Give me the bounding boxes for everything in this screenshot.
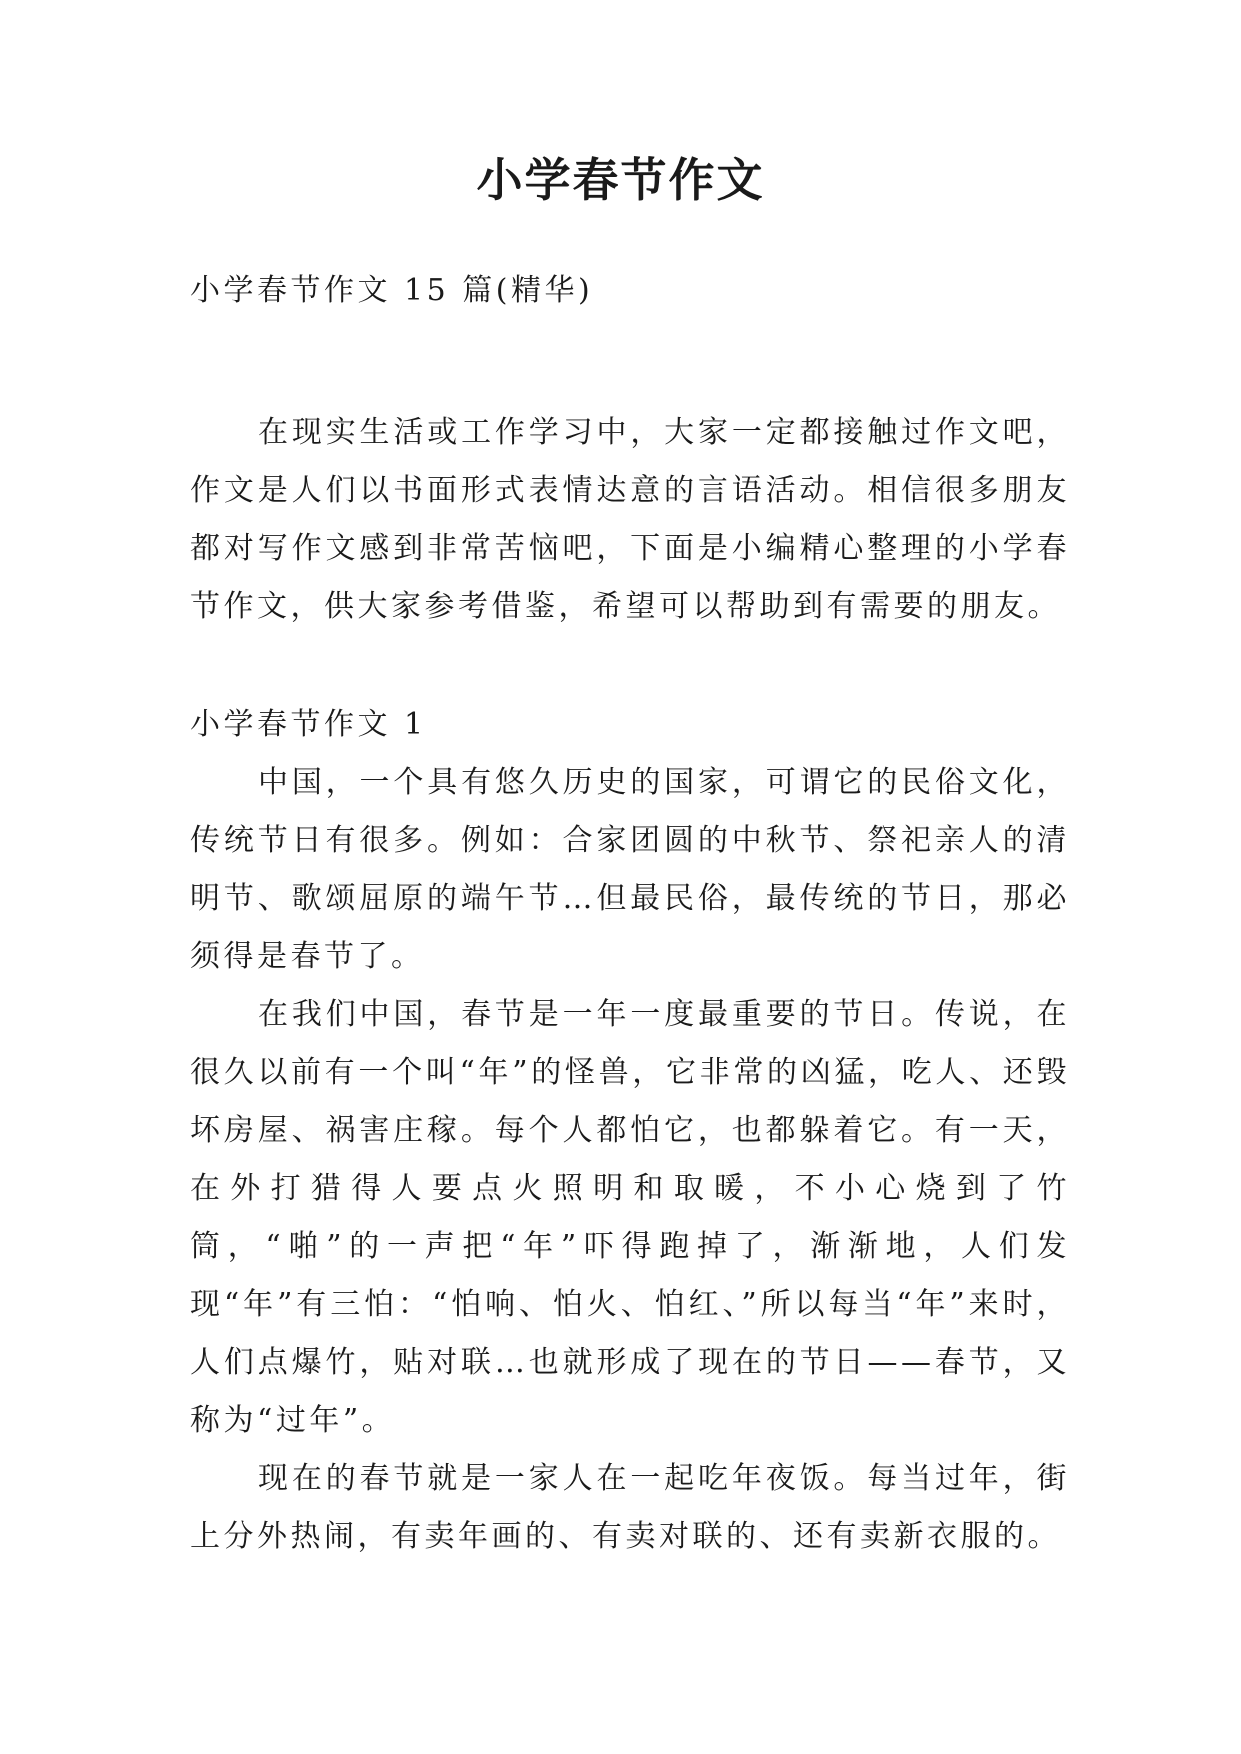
document-title: 小学春节作文 (476, 153, 765, 207)
section-heading: 小学春节作文 1 (190, 707, 427, 742)
intro-section (190, 404, 1070, 636)
essay-paragraph-3: 现在的春节就是一家人在一起吃年夜饭。每当过年，街上分外热闹，有卖年画的、有卖对联的、还有卖新衣服的。 (190, 1461, 1070, 1554)
essay-body (190, 754, 1070, 1566)
essay-paragraph-2: 在我们中国，春节是一年一度最重要的节日。传说，在很久以前有一个叫“年”的怪兽，它非常的凶猛，吃人、还毁坏房屋、祸害庄稼。每个人都怕它，也都躲着它。有一天，在外打猎得人要点火照明和取暖，不小心烧到了竹筒，“啪”的一声把“年”吓得跑掉了，渐渐地，人们发现“年”有三怕：“怕响、怕火、怕红、”所以每当“年”来时，人们点爆竹，贴对联…也就形成了现在的节日——春节，又称为“过年”。 (190, 997, 1070, 1438)
essay-paragraph-1: 中国，一个具有悠久历史的国家，可谓它的民俗文化，传统节日有很多。例如：合家团圆的中秋节、祭祀亲人的清明节、歌颂屈原的端午节…但最民俗，最传统的节日，那必须得是春节了。 (190, 765, 1070, 974)
document-subtitle: 小学春节作文 15 篇(精华) (190, 273, 594, 308)
intro-paragraph: 在现实生活或工作学习中，大家一定都接触过作文吧，作文是人们以书面形式表情达意的言语活动。相信很多朋友都对写作文感到非常苦恼吧，下面是小编精心整理的小学春节作文，供大家参考借鉴，希望可以帮助到有需要的朋友。 (190, 415, 1070, 624)
